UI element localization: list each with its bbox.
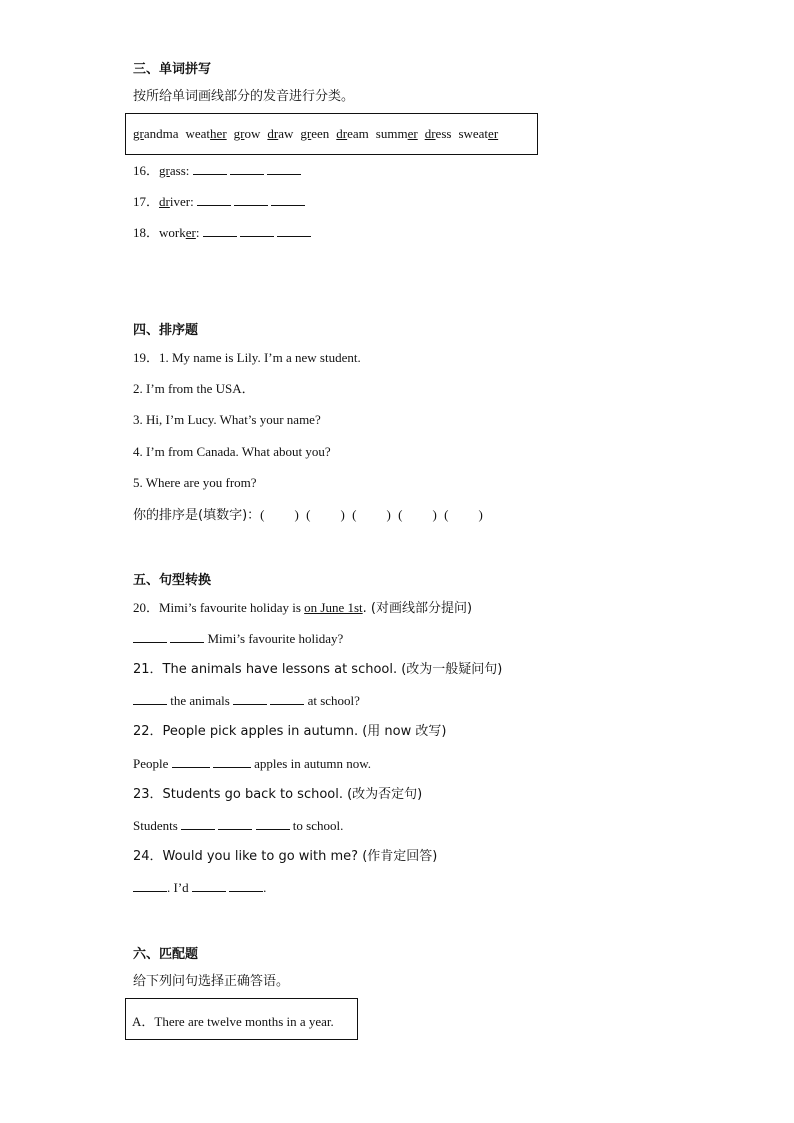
word-bank-word: dress	[424, 126, 452, 141]
question-24-answer: . I’d .	[133, 879, 266, 897]
word-bank-word: grow	[233, 126, 261, 141]
answer-blank[interactable]	[133, 692, 167, 705]
word-bank-word: dream	[336, 126, 369, 141]
answer-blank[interactable]	[181, 817, 215, 830]
answer-option-a: A．There are twelve months in a year.	[132, 1014, 334, 1029]
ordering-answer-row	[133, 506, 490, 525]
word-bank-word: sweater	[458, 126, 499, 141]
question-17: 17．driver:	[133, 193, 305, 211]
underlined-letters: gr	[233, 126, 245, 141]
answer-blank[interactable]	[271, 193, 305, 206]
question-24: 24．Would you like to go with me? (作肯定回答)	[133, 849, 438, 864]
ordering-sentence: 5. Where are you from?	[133, 475, 257, 490]
question-21: 21．The animals have lessons at school. (改为一般疑问句)	[133, 662, 503, 677]
answer-blank[interactable]	[203, 224, 237, 237]
order-slot[interactable]: ( )	[306, 507, 345, 522]
answer-blank[interactable]	[240, 224, 274, 237]
answer-blank[interactable]	[234, 193, 268, 206]
question-16: 16．grass:	[133, 162, 301, 180]
question-20: 20．Mimi’s favourite holiday is on June 1st. (对画线部分提问)	[133, 600, 473, 616]
answer-blank[interactable]	[192, 879, 226, 892]
section-3-instruction: 按所给单词画线部分的发音进行分类。	[133, 89, 355, 104]
ordering-sentence: 2. I’m from the USA．	[133, 381, 255, 396]
ordering-sentence: 3. Hi, I’m Lucy. What’s your name?	[133, 412, 321, 427]
underlined-letters: er	[185, 225, 196, 240]
underlined-letters: dr	[424, 126, 436, 141]
underlined-letters: dr	[159, 194, 170, 209]
underlined-letters: her	[210, 126, 227, 141]
answer-blank[interactable]	[197, 193, 231, 206]
underlined-letters: dr	[267, 126, 279, 141]
question-20-answer: Mimi’s favourite holiday?	[133, 630, 343, 648]
word-bank-word: draw	[267, 126, 294, 141]
answer-blank[interactable]	[170, 630, 204, 643]
underlined-phrase: on June 1st	[304, 600, 363, 615]
word-bank-word: grandma	[133, 126, 179, 141]
underlined-letters: gr	[159, 163, 170, 178]
order-slot[interactable]: ( )	[260, 507, 299, 522]
ordering-answer-label: 你的排序是(填数字)：	[133, 508, 261, 523]
section-4-heading: 四、排序题	[133, 323, 199, 338]
answer-blank[interactable]	[213, 755, 251, 768]
ordering-sentence: 4. I’m from Canada. What about you?	[133, 444, 331, 459]
word-bank-word: summer	[375, 126, 418, 141]
ordering-sentence: 19．1. My name is Lily. I’m a new student.	[133, 350, 361, 365]
answer-blank[interactable]	[230, 162, 264, 175]
underlined-letters: er	[407, 126, 418, 141]
answer-options-box	[125, 998, 358, 1040]
question-23-answer: Students to school.	[133, 818, 344, 833]
question-18: 18．worker:	[133, 224, 311, 242]
section-6-instruction: 给下列问句选择正确答语。	[133, 974, 290, 989]
word-bank-box	[125, 113, 538, 155]
word-bank-word: green	[300, 126, 330, 141]
order-slot[interactable]: ( )	[352, 507, 391, 522]
question-number: 17．	[133, 194, 160, 209]
answer-blank[interactable]	[233, 692, 267, 705]
answer-blank[interactable]	[133, 879, 167, 892]
section-3-heading: 三、单词拼写	[133, 62, 212, 77]
word-bank-word: weather	[185, 126, 227, 141]
word-bank	[133, 126, 505, 142]
order-slot[interactable]: ( )	[398, 507, 437, 522]
answer-blank[interactable]	[267, 162, 301, 175]
answer-blank[interactable]	[277, 224, 311, 237]
answer-blank[interactable]	[218, 817, 252, 830]
answer-blank[interactable]	[270, 692, 304, 705]
question-22: 22．People pick apples in autumn. (用 now 改写)	[133, 724, 447, 739]
order-slot[interactable]: ( )	[444, 507, 483, 522]
answer-blank[interactable]	[133, 630, 167, 643]
section-5-heading: 五、句型转换	[133, 573, 212, 588]
answer-blank[interactable]	[229, 879, 263, 892]
answer-blank[interactable]	[193, 162, 227, 175]
underlined-letters: dr	[336, 126, 348, 141]
answer-blank[interactable]	[256, 817, 290, 830]
question-number: 18．	[133, 225, 160, 240]
answer-blank[interactable]	[172, 755, 210, 768]
underlined-letters: er	[488, 126, 499, 141]
question-number: 16．	[133, 163, 160, 178]
question-23: 23．Students go back to school. (改为否定句)	[133, 787, 423, 802]
question-22-answer: People apples in autumn now.	[133, 756, 372, 771]
question-21-answer: the animals at school?	[133, 692, 360, 710]
underlined-letters: gr	[300, 126, 312, 141]
underlined-letters: gr	[133, 126, 144, 141]
section-6-heading: 六、匹配题	[133, 947, 199, 962]
